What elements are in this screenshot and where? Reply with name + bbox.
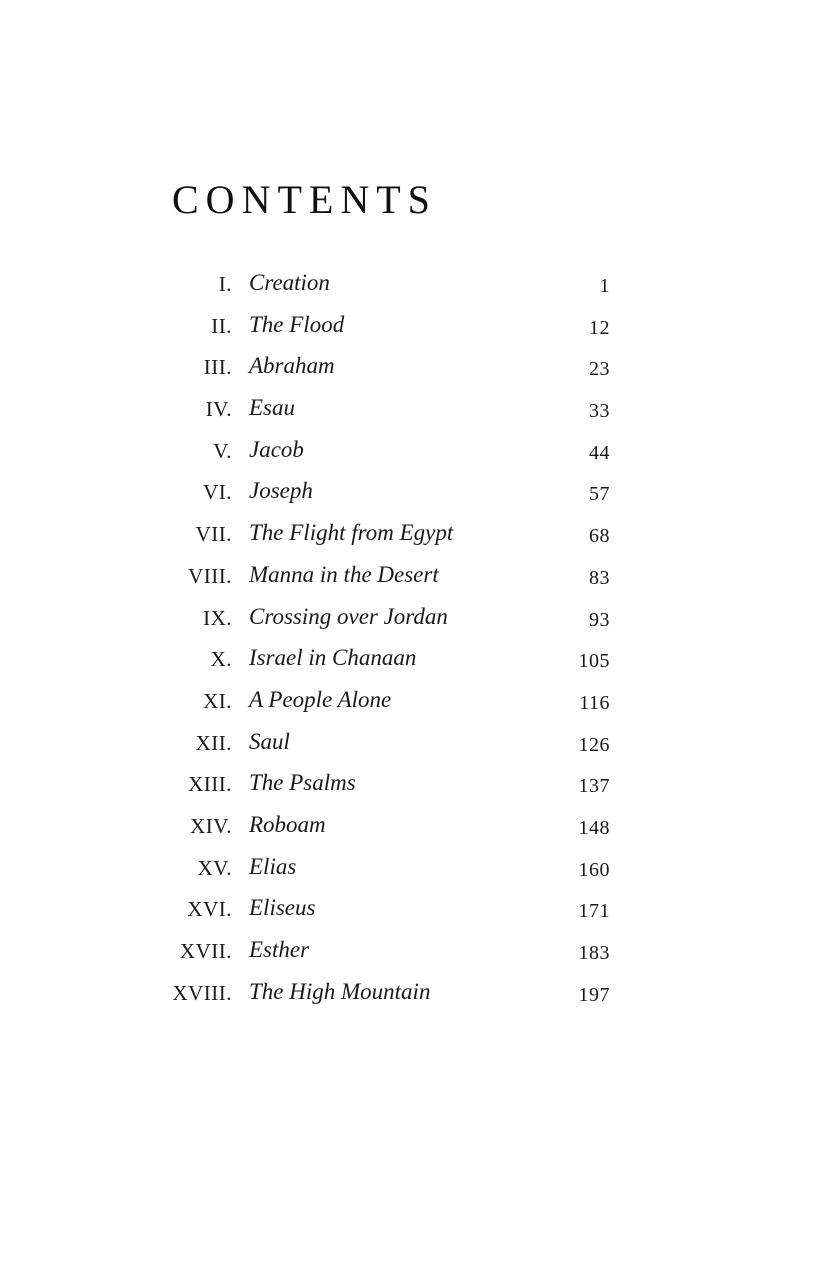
chapter-title[interactable]: The High Mountain — [249, 978, 431, 1004]
toc-entry[interactable] — [0, 679, 825, 721]
page-number: 68 — [589, 525, 610, 548]
page-number: 57 — [589, 483, 610, 506]
page-number: 183 — [578, 942, 610, 964]
toc-entry[interactable] — [0, 804, 825, 846]
chapter-title[interactable]: Joseph — [249, 478, 313, 504]
chapter-numeral: X. — [210, 647, 232, 672]
chapter-title[interactable]: Crossing over Jordan — [249, 603, 448, 629]
page-number: 171 — [578, 900, 610, 923]
chapter-title[interactable]: A People Alone — [249, 686, 392, 712]
chapter-title[interactable]: Elias — [249, 853, 297, 879]
chapter-numeral: XVII. — [179, 939, 232, 963]
page-number: 148 — [578, 816, 610, 839]
toc-entry[interactable] — [0, 554, 825, 596]
page-number: 137 — [578, 775, 610, 798]
toc-entry[interactable] — [0, 470, 825, 512]
chapter-numeral: V. — [213, 438, 232, 463]
chapter-numeral: XVIII. — [172, 980, 232, 1005]
page-number: 23 — [589, 358, 610, 381]
chapter-numeral: XV. — [197, 855, 232, 880]
chapter-title[interactable]: Creation — [249, 270, 330, 295]
toc-entry[interactable] — [0, 762, 825, 804]
page-number: 93 — [589, 608, 610, 631]
chapter-numeral: XIII. — [188, 772, 232, 797]
toc-entry[interactable] — [0, 721, 825, 763]
toc-entry[interactable] — [0, 596, 825, 638]
chapter-numeral: VI. — [203, 480, 232, 505]
chapter-title[interactable]: The Flight from Egypt — [249, 520, 454, 546]
chapter-numeral: XII. — [195, 730, 232, 755]
page-number: 83 — [589, 566, 610, 589]
chapter-title[interactable]: Saul — [249, 728, 290, 754]
chapter-title[interactable]: Jacob — [249, 436, 304, 462]
chapter-numeral: XI. — [203, 688, 232, 713]
chapter-title[interactable]: The Psalms — [249, 770, 356, 796]
page-number: 160 — [578, 858, 610, 881]
page-number: 1 — [599, 275, 610, 297]
toc-entry[interactable] — [0, 929, 825, 971]
toc-entry[interactable] — [0, 429, 825, 471]
chapter-title[interactable]: Abraham — [249, 353, 335, 379]
chapter-numeral: VIII. — [188, 563, 232, 588]
toc-entry[interactable] — [0, 387, 825, 429]
chapter-numeral: VII. — [195, 522, 232, 547]
chapter-title[interactable]: Esther — [249, 937, 310, 962]
chapter-title[interactable]: Esau — [249, 395, 295, 421]
chapter-title[interactable]: Israel in Chanaan — [249, 645, 417, 671]
page-number: 126 — [578, 733, 610, 756]
chapter-title[interactable]: Manna in the Desert — [249, 561, 439, 587]
chapter-numeral: III. — [203, 355, 232, 380]
chapter-numeral: XIV. — [190, 813, 232, 838]
chapter-numeral: IX. — [203, 605, 232, 630]
toc-entry[interactable] — [0, 345, 825, 387]
toc-entry[interactable] — [0, 637, 825, 679]
chapter-numeral: I. — [218, 272, 232, 296]
page-number: 44 — [589, 441, 610, 464]
chapter-numeral: II. — [211, 313, 232, 338]
chapter-numeral: XVI. — [187, 897, 232, 922]
page-number: 33 — [589, 400, 610, 423]
toc-entry[interactable] — [0, 262, 825, 304]
chapter-title[interactable]: Eliseus — [249, 895, 316, 921]
chapter-title[interactable]: The Flood — [249, 311, 345, 337]
toc-entry[interactable] — [0, 846, 825, 888]
toc-entry[interactable] — [0, 512, 825, 554]
table-of-contents — [0, 262, 825, 1012]
page-title: CONTENTS — [172, 177, 437, 222]
page-number: 12 — [589, 316, 610, 339]
toc-entry[interactable] — [0, 887, 825, 929]
chapter-title[interactable]: Roboam — [249, 811, 326, 837]
page-number: 197 — [578, 983, 610, 1006]
toc-entry[interactable] — [0, 304, 825, 346]
page-number: 105 — [578, 650, 610, 673]
page-number: 116 — [579, 691, 610, 714]
toc-entry[interactable] — [0, 971, 825, 1013]
chapter-numeral: IV. — [205, 397, 232, 422]
